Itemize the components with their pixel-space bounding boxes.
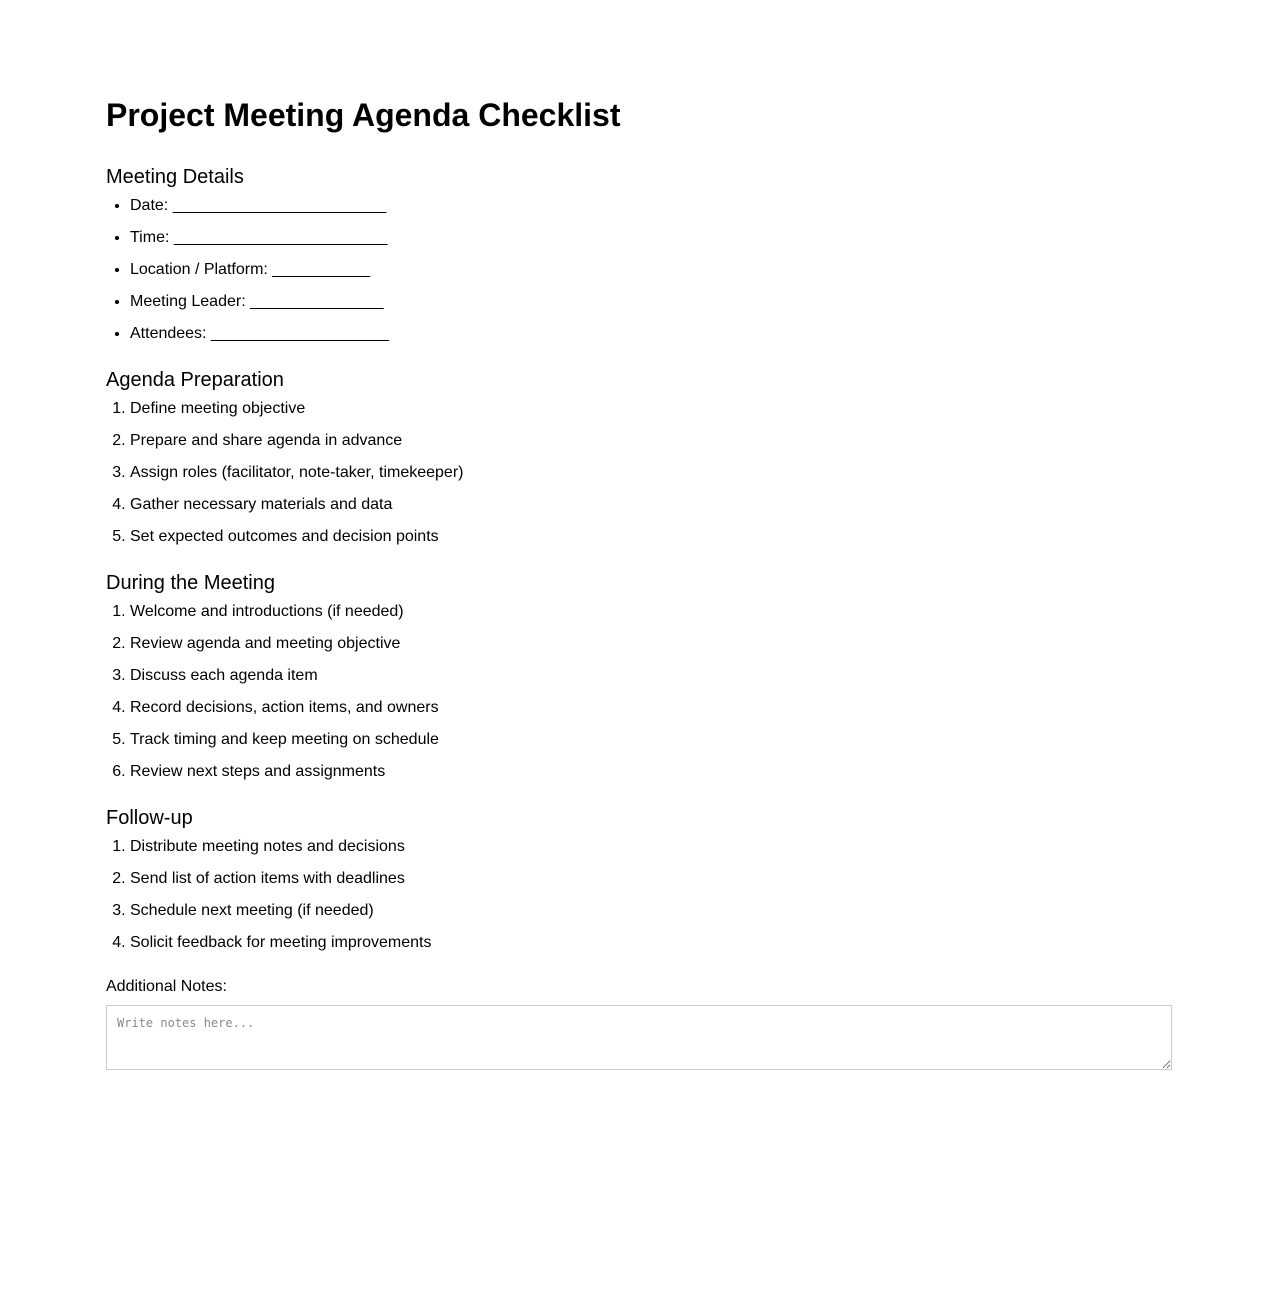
section-heading: Follow-up bbox=[106, 807, 193, 829]
list-item: 5. Set expected outcomes and decision points bbox=[130, 525, 1172, 549]
list-item: 2. Prepare and share agenda in advance bbox=[130, 429, 1172, 453]
additional-notes-label: Additional Notes: bbox=[106, 978, 227, 995]
section-during-meeting bbox=[106, 571, 1172, 784]
section-follow-up bbox=[106, 806, 1172, 955]
list-item: 1. Define meeting objective bbox=[130, 397, 1172, 421]
follow-up-list bbox=[106, 835, 1172, 955]
list-item: 5. Track timing and keep meeting on schedule bbox=[130, 728, 1172, 752]
list-item: 3. Assign roles (facilitator, note-taker, timekeeper) bbox=[130, 461, 1172, 485]
list-item: 4. Record decisions, action items, and owners bbox=[130, 696, 1172, 720]
section-heading: Meeting Details bbox=[106, 166, 244, 188]
list-item-meeting-leader: • Meeting Leader: _______________ bbox=[130, 290, 1172, 314]
list-item: 4. Solicit feedback for meeting improvements bbox=[130, 931, 1172, 955]
list-item: 3. Schedule next meeting (if needed) bbox=[130, 899, 1172, 923]
section-heading: During the Meeting bbox=[106, 572, 275, 594]
list-item: 1. Welcome and introductions (if needed) bbox=[130, 600, 1172, 624]
list-item: 4. Gather necessary materials and data bbox=[130, 493, 1172, 517]
list-item: 1. Distribute meeting notes and decisions bbox=[130, 835, 1172, 859]
additional-notes-textarea[interactable] bbox=[106, 1005, 1172, 1070]
agenda-preparation-list bbox=[106, 397, 1172, 549]
list-item: 6. Review next steps and assignments bbox=[130, 760, 1172, 784]
section-meeting-details bbox=[106, 165, 1172, 346]
list-item: 2. Review agenda and meeting objective bbox=[130, 632, 1172, 656]
list-item: 3. Discuss each agenda item bbox=[130, 664, 1172, 688]
page-title: Project Meeting Agenda Checklist bbox=[106, 97, 621, 133]
list-item-time: • Time: ________________________ bbox=[130, 226, 1172, 250]
list-item-location: • Location / Platform: ___________ bbox=[130, 258, 1172, 282]
section-heading: Agenda Preparation bbox=[106, 369, 284, 391]
during-meeting-list bbox=[106, 600, 1172, 784]
section-agenda-preparation bbox=[106, 368, 1172, 549]
list-item-attendees: • Attendees: ____________________ bbox=[130, 322, 1172, 346]
list-item: 2. Send list of action items with deadlines bbox=[130, 867, 1172, 891]
meeting-details-list bbox=[106, 194, 1172, 346]
list-item-date: • Date: ________________________ bbox=[130, 194, 1172, 218]
